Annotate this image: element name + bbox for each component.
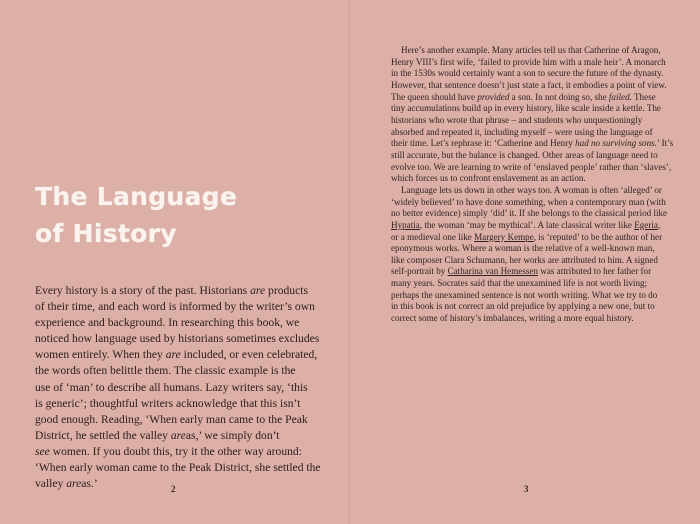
body-line: Here’s another example. Many articles tell us that Catherine of Aragon, [401,45,661,55]
page-number-right: 3 [524,484,529,494]
body-line: However, that sentence doesn’t just state a fact, it embodies a point of view. [391,79,667,90]
body-line: Hypatia, the woman ‘may be mythical’. A late classical writer like Egeria, [391,219,661,230]
body-line: which forces us to confront enslavement as an action. [391,173,586,184]
body-line: historians who wrote that phrase – and students who unquestioningly [391,114,643,125]
body-text [391,45,674,325]
intro-line: the words often belittle them. The classic example is the [35,364,296,378]
body-line: perhaps the unexamined sentence is not worth writing. What we try to do [391,289,658,300]
intro-line: Every history is a story of the past. Historians are products [35,284,308,297]
chapter-title [35,178,335,252]
body-line: like composer Clara Schumann, her works are attributed to him. A signed [391,254,658,265]
chapter-title-line: of History [35,219,177,248]
chapter-title-line: The Language [35,182,238,211]
intro-line: District, he settled the valley areas,’ we simply don’t [35,428,280,442]
intro-line: experience and background. In researching this book, we [35,316,300,330]
body-line: absorbed and repeated it, including myself – were using the language of [391,126,653,137]
intro-paragraph [35,283,319,492]
body-line: eponymous works. Where a woman is the relative of a well-known man, [391,243,655,254]
body-line: their time. Let’s rephrase it: ‘Catherine and Henry had no surviving sons.’ It’s [391,138,674,149]
page-number-left: 2 [171,484,176,494]
intro-line: is generic’; thoughtful writers acknowledge that this isn’t [35,396,301,410]
body-line: Language lets us down in other ways too. A woman is often ‘alleged’ or [401,184,662,195]
intro-line: valley areas.’ [35,477,98,491]
body-line: still accurate, but the balance is changed. Other areas of language need to [391,149,658,160]
body-line: tiny accumulations build up in every history, like scale inside a kettle. The [391,103,661,114]
intro-line: ‘When early woman came to the Peak District, she settled the [35,461,321,475]
body-line: Henry VIII’s first wife, ‘failed to provide him with a male heir’. A monarch [391,56,666,67]
body-line: no better evidence) simply ‘did’ it. If she belongs to the classical period like [391,208,668,219]
body-line: The queen should have provided a son. In not doing so, she failed. These [391,91,656,102]
intro-line: of their time, and each word is informed by the writer’s own [35,300,315,314]
intro-line: use of ‘man’ to describe all humans. Lazy writers say, ‘this [35,380,308,394]
intro-line: noticed how language used by historians sometimes excludes [35,332,320,346]
body-line: evolve too. We are learning to write of ‘enslaved people’ rather than ‘slaves’, [391,161,672,172]
body-line: many years. Socrates said that the unexamined life is not worth living; [391,278,648,289]
body-line: or a medieval one like Margery Kempe, is ‘reputed’ to be the author of her [391,231,663,242]
intro-line: women entirely. When they are included, or even celebrated, [35,348,318,362]
body-line: ‘widely believed’ to have done something, when a contemporary man (with [391,196,666,207]
intro-line: good enough. Reading, ‘When early man came to the Peak [35,412,308,426]
body-line: self-portrait by Catharina van Hemessen was attributed to her father for [391,266,652,277]
body-line: in the 1530s would certainly want a son to secure the future of the dynasty. [391,68,664,79]
intro-line: see women. If you doubt this, try it the other way around: [35,444,302,458]
body-line: correct some of history’s imbalances, writing a more equal history. [391,313,634,324]
body-line: in this book is not correct an old prejudice by applying a new one, but to [391,301,655,312]
